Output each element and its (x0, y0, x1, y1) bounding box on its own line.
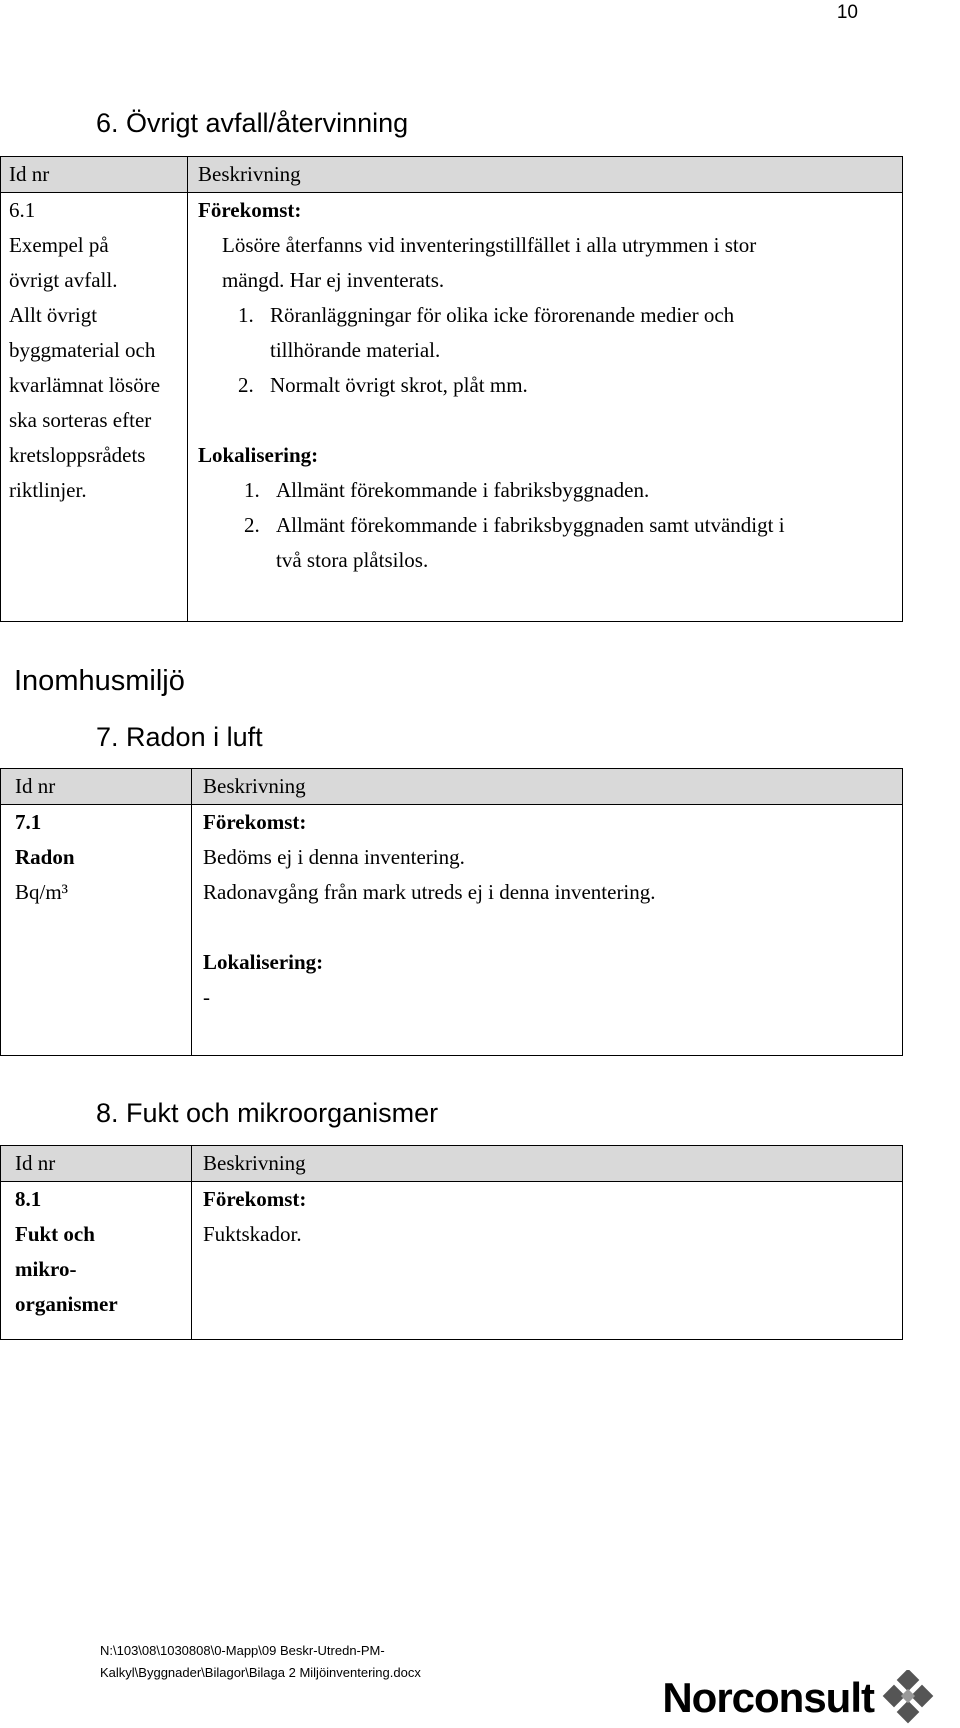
forekomst-text: mängd. Har ej inventerats. (222, 268, 445, 292)
id-name: Radon (15, 845, 75, 869)
header-description: Beskrivning (188, 157, 903, 193)
header-id: Id nr (1, 157, 188, 193)
description-cell (192, 805, 903, 1056)
id-line: riktlinjer. (9, 478, 87, 502)
id-line: byggmaterial och (9, 338, 156, 362)
forekomst-label: Förekomst: (203, 1187, 307, 1211)
list-text: två stora plåtsilos. (276, 548, 429, 572)
section-7-title: 7. Radon i luft (96, 722, 263, 752)
forekomst-list (198, 298, 902, 403)
footer-path-line: Kalkyl\Byggnader\Bilagor\Bilaga 2 Miljöinventering.docx (100, 1665, 421, 1680)
header-description: Beskrivning (192, 769, 903, 805)
list-number: 1. (238, 303, 254, 327)
description-cell (188, 193, 903, 622)
forekomst-label: Förekomst: (198, 198, 302, 222)
id-line: Allt övrigt (9, 303, 98, 327)
header-id: Id nr (1, 1146, 192, 1182)
id-line: Fukt och (15, 1222, 95, 1246)
list-text: tillhörande material. (270, 338, 441, 362)
description-cell (192, 1182, 903, 1340)
id-cell (1, 193, 188, 622)
lokalisering-label: Lokalisering: (198, 443, 319, 467)
list-text: Röranläggningar för olika icke förorenande medier och (270, 303, 735, 327)
id-number: 7.1 (15, 810, 42, 834)
description-line: Fuktskador. (203, 1222, 302, 1246)
list-text: Allmänt förekommande i fabriksbyggnaden samt utvändigt i (276, 513, 785, 537)
id-unit: Bq/m³ (15, 880, 68, 904)
section-6-title: 6. Övrigt avfall/återvinning (96, 108, 409, 138)
id-line: 6.1 (9, 198, 36, 222)
inomhus-title: Inomhusmiljö (14, 665, 185, 697)
id-cell (1, 805, 192, 1056)
list-item (224, 473, 902, 508)
lokalisering-label: Lokalisering: (203, 950, 324, 974)
id-line: mikro- (15, 1257, 77, 1281)
header-description: Beskrivning (192, 1146, 903, 1182)
section-8-table (0, 1145, 903, 1340)
id-line: kvarlämnat lösöre (9, 373, 161, 397)
id-line: organismer (15, 1292, 118, 1316)
page-number: 10 (836, 2, 858, 23)
logo-text: Norconsult (662, 1674, 874, 1721)
description-line: Radonavgång från mark utreds ej i denna inventering. (203, 880, 656, 904)
footer-file-path (100, 1640, 421, 1684)
forekomst-text: Lösöre återfanns vid inventeringstillfället i alla utrymmen i stor (222, 233, 757, 257)
section-8-title: 8. Fukt och mikroorganismer (96, 1098, 439, 1128)
description-line: Bedöms ej i denna inventering. (203, 845, 465, 869)
id-line: övrigt avfall. (9, 268, 118, 292)
norconsult-diamond-icon (878, 1670, 938, 1726)
id-line: Exempel på (9, 233, 109, 257)
list-number: 2. (244, 513, 260, 537)
id-line: ska sorteras efter (9, 408, 152, 432)
list-number: 1. (244, 478, 260, 502)
header-id: Id nr (1, 769, 192, 805)
list-number: 2. (238, 373, 254, 397)
lokalisering-value: - (203, 985, 210, 1009)
id-cell (1, 1182, 192, 1340)
list-item (224, 508, 902, 578)
list-text: Allmänt förekommande i fabriksbyggnaden. (276, 478, 650, 502)
lokalisering-list (198, 473, 902, 578)
list-item (218, 368, 902, 403)
footer-path-line: N:\103\08\1030808\0-Mapp\09 Beskr-Utredn-PM- (100, 1643, 385, 1658)
forekomst-label: Förekomst: (203, 810, 307, 834)
section-7-table (0, 768, 903, 1056)
norconsult-logo (662, 1668, 938, 1728)
id-line: kretsloppsrådets (9, 443, 146, 467)
section-6-table (0, 156, 903, 622)
list-item (218, 298, 902, 368)
id-line: 8.1 (15, 1187, 42, 1211)
list-text: Normalt övrigt skrot, plåt mm. (270, 373, 528, 397)
